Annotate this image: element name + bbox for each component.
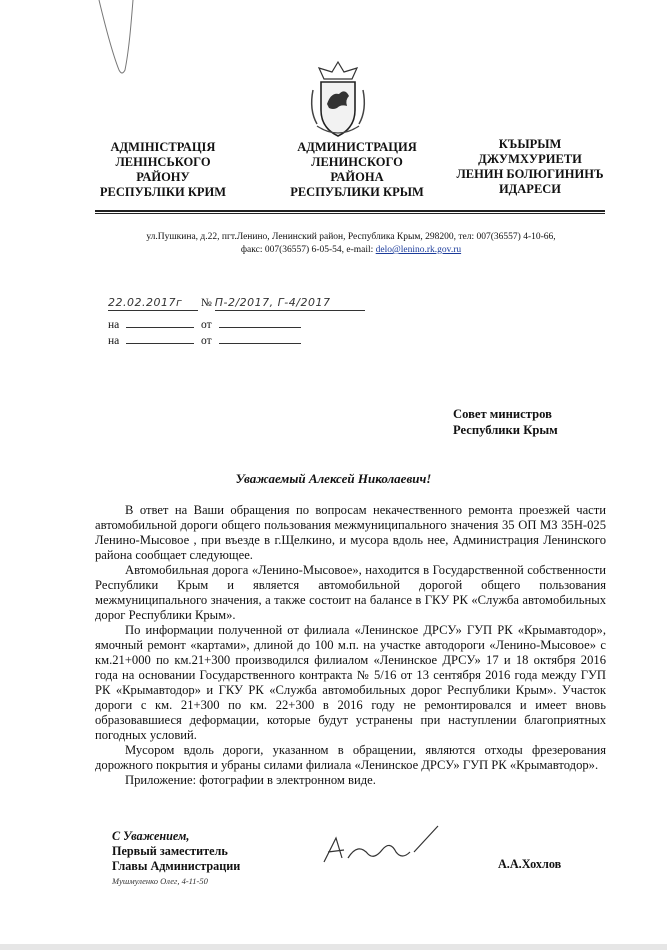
- crimea-coat-of-arms-icon: [303, 60, 373, 142]
- body-paragraph: Автомобильная дорога «Ленино-Мысовое», находится в Государственной собственности Республики Крым и является автомобильной дорогой общего пользования межмуниципального значения, а также состоит на балансе в ГКУ РК «Служба автомобильных дорог Республики Крым».: [95, 563, 606, 622]
- body-paragraph: Приложение: фотографии в электронном виде.: [125, 773, 376, 787]
- na-blank: [126, 343, 194, 344]
- registration-date: 22.02.2017г: [108, 296, 198, 311]
- scan-edge: [0, 944, 667, 950]
- number-label: №: [200, 297, 212, 309]
- contact-line-2: [96, 244, 606, 257]
- na-blank: [126, 327, 194, 328]
- header-right: [440, 137, 620, 197]
- header-rule: [95, 210, 605, 214]
- signatory-title: Главы Администрации: [112, 859, 241, 873]
- addressee: [453, 406, 558, 438]
- header-left-line: ЛЕНІНСЬКОГО: [115, 155, 211, 169]
- addressee-line: Совет министров: [453, 407, 552, 421]
- email-link[interactable]: delo@lenino.rk.gov.ru: [375, 245, 462, 255]
- header-center-line: ЛЕНИНСКОГО: [311, 155, 403, 169]
- header-left-line: АДМІНІСТРАЦІЯ: [110, 140, 216, 154]
- header-right-line: ДЖУМХУРИЕТИ: [478, 152, 582, 166]
- ot-blank: [219, 327, 301, 328]
- reference-line-2: [108, 334, 308, 348]
- registration-line: [108, 296, 388, 311]
- contact-fax: факс: 007(36557) 6-05-54, e-mail:: [240, 245, 376, 255]
- emblem: [303, 60, 373, 142]
- handwritten-signature: [318, 822, 448, 872]
- header-left: [78, 140, 248, 200]
- header-right-line: ИДАРЕСИ: [498, 182, 562, 196]
- addressee-line: Республики Крым: [453, 423, 558, 437]
- signatory-name: А.А.Хохлов: [498, 857, 562, 871]
- na-label: на: [108, 335, 120, 347]
- registration-number: П-2/2017, Г-4/2017: [215, 296, 365, 311]
- header-right-line: ЛЕНИН БОЛЮГИНИНЪ: [456, 167, 604, 181]
- header-left-line: РАЙОНУ: [136, 170, 190, 184]
- header-center-line: РЕСПУБЛИКИ КРЫМ: [290, 185, 424, 199]
- salutation: Уважаемый Алексей Николаевич!: [235, 471, 432, 486]
- reference-line-1: [108, 318, 308, 332]
- signatory-title: Первый заместитель: [112, 844, 228, 858]
- header-center: [272, 140, 442, 200]
- signatory-block: [112, 829, 240, 874]
- body-paragraph: По информации полученной от филиала «Ленинское ДРСУ» ГУП РК «Крымавтодор», ямочный ремонт «картами», длиной до 100 м.п. на участке автодороги «Ленино-Мысовое» с км.21+000 по км.21+300 производился филиалом «Ленинское ДРСУ» 17 и 18 октября 2016 года на основании Государственного контракта № 5/16 от 13 сентября 2016 года между ГУП РК «Крымавтодор» и ГКУ РК «Служба автомобильных дорог Республики Крым». Участок дороги с км. 21+300 по км. 22+300 в 2016 году не ремонтировался и имеет вновь образовавшиеся деформации, которые будут устранены при наступлении благоприятных погодных условий.: [95, 623, 606, 742]
- executor-note: Мушмуленко Олег, 4-11-50: [112, 876, 208, 886]
- ot-label: от: [201, 319, 212, 331]
- header-right-line: КЪЫРЫМ: [498, 137, 562, 151]
- letter-body: [95, 503, 606, 788]
- contact-line-1: ул.Пушкина, д.22, пгт.Ленино, Ленинский район, Республика Крым, 298200, тел: 007(36557) 4-10-66,: [146, 232, 556, 242]
- staple-mark: [95, 0, 145, 80]
- header-center-line: АДМИНИСТРАЦИЯ: [297, 140, 417, 154]
- header-center-line: РАЙОНА: [330, 170, 384, 184]
- closing: С Уважением,: [112, 829, 190, 843]
- ot-blank: [219, 343, 301, 344]
- body-paragraph: В ответ на Ваши обращения по вопросам некачественного ремонта проезжей части автомобильной дороги общего пользования межмуниципального значения 35 ОП МЗ 35Н-025 Ленино-Мысовое , при въезде в г.Щелкино, и мусора вдоль нее, Администрация Ленинского района сообщает следующее.: [95, 503, 606, 562]
- ot-label: от: [201, 335, 212, 347]
- body-paragraph: Мусором вдоль дороги, указанном в обращении, являются отходы фрезерования дорожного покрытия и убраны силами филиала «Ленинское ДРСУ» ГУП РК «Крымавтодор».: [95, 743, 606, 772]
- na-label: на: [108, 319, 120, 331]
- header-left-line: РЕСПУБЛІКИ КРИМ: [99, 185, 227, 199]
